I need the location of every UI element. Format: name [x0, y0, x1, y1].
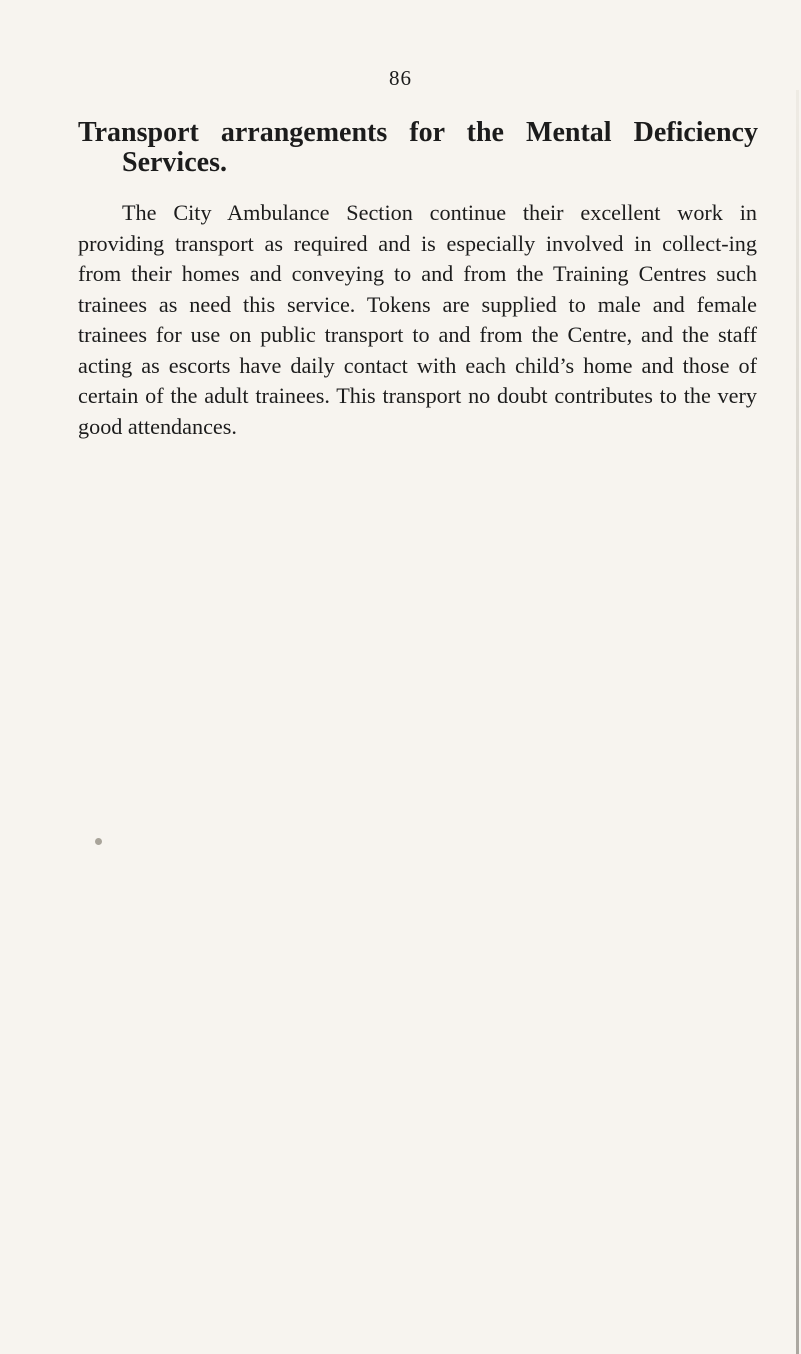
page-number: 86	[389, 66, 412, 90]
section-heading-line-2: Services.	[122, 147, 227, 178]
section-heading	[78, 118, 758, 178]
ink-spot	[95, 838, 102, 845]
page-edge-shadow	[796, 90, 799, 1354]
body-paragraph: The City Ambulance Section continue their excellent work in providing transport as required and is especially involved in collect-ing from their homes and conveying to and from the Training Centres such trainees as need this service. Tokens are supplied to male and female trainees for use on public transport to and from the Centre, and the staff acting as escorts have daily contact with each child’s home and those of certain of the adult trainees. This transport no doubt contributes to the very good attendances.	[78, 200, 757, 439]
section-heading-line-1: Transport arrangements for the Mental Deficiency	[78, 117, 758, 148]
